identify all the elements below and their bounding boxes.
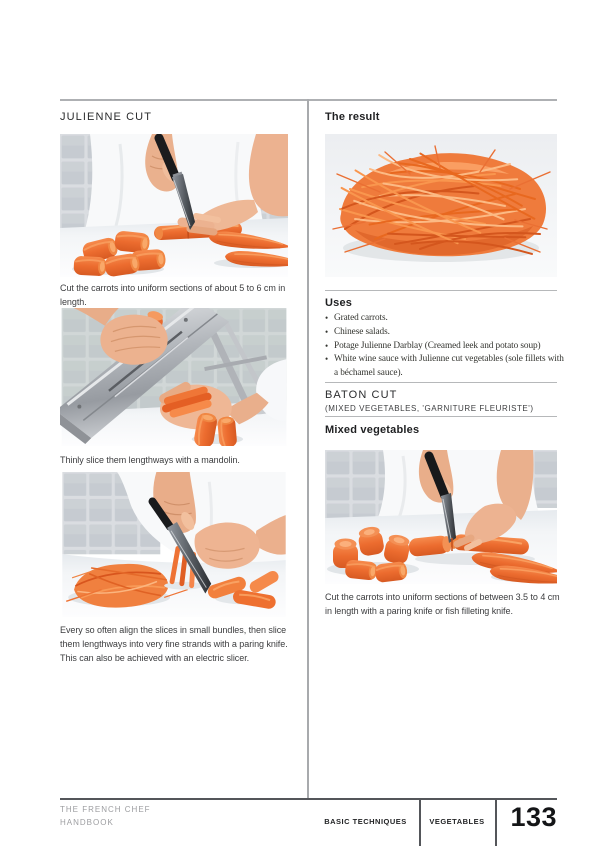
baton-top-rule xyxy=(325,382,557,383)
footer-chapter-label: VEGETABLES xyxy=(429,817,485,826)
footer-section-label: BASIC TECHNIQUES xyxy=(324,817,407,826)
book-title-line2: HANDBOOK xyxy=(60,818,114,827)
mixed-vegetables-heading: Mixed vegetables xyxy=(325,424,420,436)
photo-baton-cut xyxy=(325,450,557,584)
photo-fine-strands-image xyxy=(60,472,288,617)
julienne-heading: JULIENNE CUT xyxy=(60,111,153,123)
uses-item: • Chinese salads. xyxy=(325,326,567,340)
caption-fine-strands: Every so often align the slices in small bundles, then slice them lengthways into very fine strands with a paring knife. This can also be achieved with an electric slicer. xyxy=(60,625,288,663)
result-heading: The result xyxy=(325,111,380,123)
caption-mandolin: Thinly slice them lengthways with a mandolin. xyxy=(60,455,240,465)
page-number: 133 xyxy=(510,802,557,832)
photo-julienne-result xyxy=(325,134,557,277)
photo-julienne-sections xyxy=(60,134,288,277)
photo-julienne-result-image xyxy=(325,134,557,277)
uses-list xyxy=(325,312,567,381)
uses-item: • Potage Julienne Darblay (Creamed leek and potato soup) xyxy=(325,340,567,354)
column-divider xyxy=(307,99,309,798)
uses-rule xyxy=(325,290,557,291)
uses-item: • Grated carrots. xyxy=(325,312,567,326)
uses-heading: Uses xyxy=(325,297,353,309)
baton-subheading: (MIXED VEGETABLES, 'GARNITURE FLEURISTE') xyxy=(325,404,534,413)
uses-item: • White wine sauce with Julienne cut vegetables (sole fillets with a béchamel sauce). xyxy=(325,353,567,381)
photo-fine-strands xyxy=(60,472,288,617)
caption-baton-cut: Cut the carrots into uniform sections of between 3.5 to 4 cm in length with a paring knife or fish filleting knife. xyxy=(325,592,560,616)
book-title-line1: THE FRENCH CHEF xyxy=(60,805,151,814)
baton-bottom-rule xyxy=(325,416,557,417)
footer-rule xyxy=(60,798,557,800)
caption-julienne-sections: Cut the carrots into uniform sections of about 5 to 6 cm in length. xyxy=(60,283,286,307)
photo-baton-cut-image xyxy=(325,450,557,584)
baton-heading: BATON CUT xyxy=(325,389,398,401)
photo-mandolin-image xyxy=(60,308,288,446)
photo-julienne-sections-image xyxy=(60,134,288,277)
photo-mandolin xyxy=(60,308,288,446)
